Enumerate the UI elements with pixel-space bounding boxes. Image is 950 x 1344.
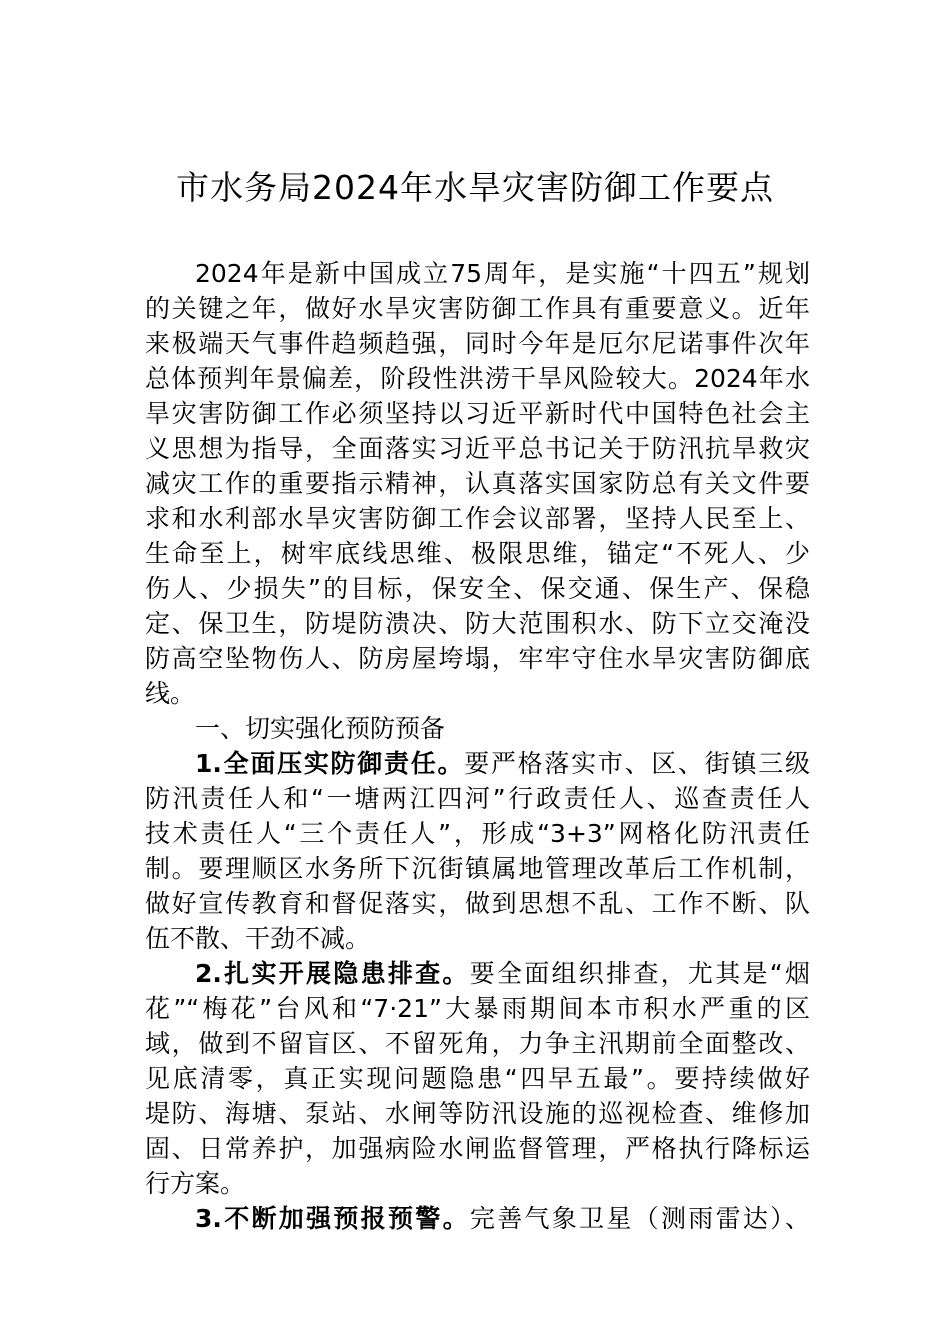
item-2-text: 要全面组织排查，尤其是“烟 [469, 959, 810, 988]
item-3-heading: 3.不断加强预报预警。 [195, 1204, 470, 1233]
item-1-first-line [145, 746, 810, 781]
paragraph-line: 堤防、海塘、泵站、水闸等防汛设施的巡视检查、维修加 [145, 1099, 810, 1128]
paragraph-line: 的关键之年，做好水旱灾害防御工作具有重要意义。近年 [145, 294, 810, 323]
paragraph-line: 技术责任人“三个责任人”，形成“3+3”网格化防汛责任 [145, 819, 810, 848]
paragraph-line: 做好宣传教育和督促落实，做到思想不乱、工作不断、队 [145, 889, 810, 918]
paragraph-line: 防高空坠物伤人、防房屋垮塌，牢牢守住水旱灾害防御底 [145, 644, 810, 673]
paragraph-line: 2024年是新中国成立75周年，是实施“十四五”规划 [195, 259, 810, 288]
paragraph-line: 来极端天气事件趋频趋强，同时今年是厄尔尼诺事件次年 [145, 329, 810, 358]
paragraph-line: 见底清零，真正实现问题隐患“四早五最”。要持续做好 [145, 1064, 810, 1093]
paragraph-line: 定、保卫生，防堤防溃决、防大范围积水、防下立交淹没 [145, 609, 810, 638]
item-3-text: 完善气象卫星（测雨雷达）、 [469, 1204, 810, 1233]
section-heading: 一、切实强化预防预备 [195, 714, 446, 743]
document-body [145, 256, 810, 1236]
item-2-heading: 2.扎实开展隐患排查。 [195, 959, 470, 988]
paragraph-line: 生命至上，树牢底线思维、极限思维，锚定“不死人、少 [145, 539, 810, 568]
paragraph-line: 伍不散、干劲不减。 [145, 924, 371, 953]
paragraph-line: 制。要理顺区水务所下沉街镇属地管理改革后工作机制， [145, 854, 810, 883]
paragraph-line: 域，做到不留盲区、不留死角，力争主汛期前全面整改、 [145, 1029, 810, 1058]
paragraph-line: 减灾工作的重要指示精神，认真落实国家防总有关文件要 [145, 469, 810, 498]
item-1-heading: 1.全面压实防御责任。 [195, 749, 465, 778]
document-title: 市水务局2024年水旱灾害防御工作要点 [176, 168, 774, 207]
item-3-first-line [145, 1201, 810, 1236]
paragraph-line: 旱灾害防御工作必须坚持以习近平新时代中国特色社会主 [145, 399, 810, 428]
paragraph-line: 总体预判年景偏差，阶段性洪涝干旱风险较大。2024年水 [145, 364, 810, 393]
paragraph-line: 义思想为指导，全面落实习近平总书记关于防汛抗旱救灾 [145, 434, 810, 463]
paragraph-line: 花”“梅花”台风和“7·21”大暴雨期间本市积水严重的区 [145, 994, 810, 1023]
paragraph-line: 线。 [145, 679, 196, 708]
paragraph-line: 求和水利部水旱灾害防御工作会议部署，坚持人民至上、 [145, 504, 810, 533]
paragraph-line: 伤人、少损失”的目标，保安全、保交通、保生产、保稳 [145, 574, 810, 603]
item-2-first-line [145, 956, 810, 991]
paragraph-line: 行方案。 [145, 1169, 246, 1198]
paragraph-line: 防汛责任人和“一塘两江四河”行政责任人、巡查责任人 [145, 784, 810, 813]
paragraph-line: 固、日常养护，加强病险水闸监督管理，严格执行降标运 [145, 1134, 810, 1163]
item-1-text: 要严格落实市、区、街镇三级 [464, 749, 810, 778]
